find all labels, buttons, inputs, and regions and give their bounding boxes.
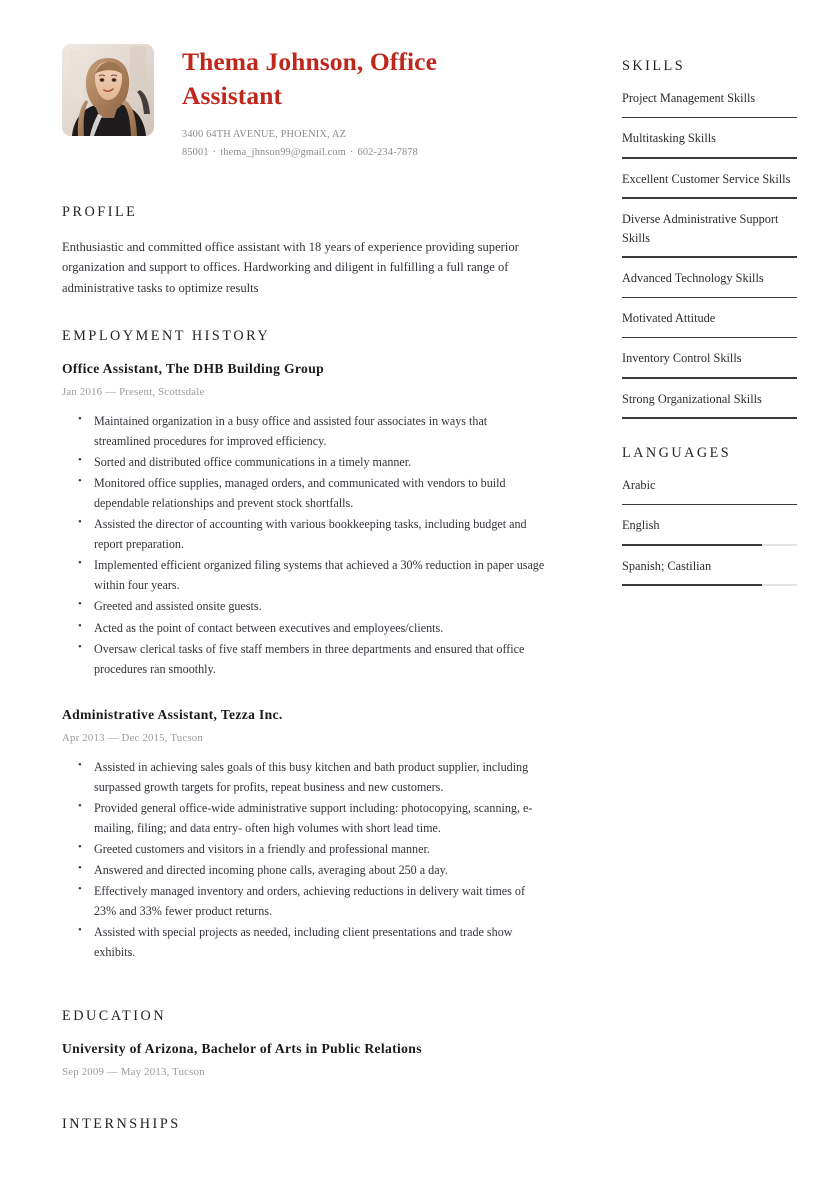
skill-label: Diverse Administrative Support Skills xyxy=(622,211,779,245)
skill-item xyxy=(622,210,797,258)
language-level-bar xyxy=(622,544,797,546)
job-bullet: • Greeted customers and visitors in a friendly and professional manner. xyxy=(94,839,546,859)
skill-level-bar xyxy=(622,417,797,419)
section-education xyxy=(62,1008,546,1078)
skill-item xyxy=(622,129,797,158)
education-title: University of Arizona, Bachelor of Arts in Public Relations xyxy=(62,1041,422,1057)
sidebar-heading-skills: SKILLS xyxy=(622,58,686,74)
language-item xyxy=(622,476,797,505)
contact-email[interactable]: thema_jhnson99@gmail.com xyxy=(220,147,346,159)
language-level-bar xyxy=(622,504,797,506)
section-heading-education: EDUCATION xyxy=(62,1008,167,1025)
skills-list xyxy=(622,89,797,419)
job-bullets xyxy=(62,411,546,679)
skill-item xyxy=(622,349,797,378)
skill-item xyxy=(622,89,797,118)
job-entry xyxy=(62,361,546,679)
skill-item xyxy=(622,309,797,338)
skill-label: Excellent Customer Service Skills xyxy=(622,171,791,186)
job-meta: Jan 2016 — Present, Scottsdale xyxy=(62,385,205,398)
job-bullet: • Greeted and assisted onsite guests. xyxy=(94,596,546,616)
sidebar-heading-languages: LANGUAGES xyxy=(622,444,732,461)
skill-label: Multitasking Skills xyxy=(622,131,716,146)
skill-label: Project Management Skills xyxy=(622,91,756,105)
section-heading-internships: INTERNSHIPS xyxy=(62,1116,181,1133)
skill-item xyxy=(622,390,797,419)
languages-list xyxy=(622,476,797,586)
job-bullet: • Oversaw clerical tasks of five staff members in three departments and ensured that office procedures ran smoothly. xyxy=(94,639,546,679)
job-bullets xyxy=(62,757,546,963)
employment-list xyxy=(62,361,546,962)
skill-level-bar xyxy=(622,297,797,299)
language-label: Spanish; Castilian xyxy=(622,558,712,573)
skill-level-bar xyxy=(622,377,797,379)
resume-header xyxy=(62,44,546,162)
skill-label: Inventory Control Skills xyxy=(622,351,742,366)
language-label: Arabic xyxy=(622,477,656,492)
language-level-bar xyxy=(622,584,797,586)
job-bullet: • Effectively managed inventory and orders, achieving reductions in delivery wait times of 23% and 33% fewer product returns. xyxy=(94,881,546,921)
section-employment xyxy=(62,328,546,962)
section-internships xyxy=(62,1116,546,1133)
header-text xyxy=(182,44,542,162)
contact-separator-2: · xyxy=(349,147,354,159)
job-bullet: • Assisted with special projects as needed, including client presentations and trade show exhibits. xyxy=(94,922,546,962)
job-bullet: • Monitored office supplies, managed orders, and communicated with vendors to build dependable relationships and prevent stock shortfalls. xyxy=(94,473,546,513)
job-title: Administrative Assistant, Tezza Inc. xyxy=(62,706,283,722)
education-meta: Sep 2009 — May 2013, Tucson xyxy=(62,1066,205,1079)
skill-level-bar xyxy=(622,117,797,119)
job-bullet: • Assisted in achieving sales goals of this busy kitchen and bath product supplier, including surpassed growth targets for profits, repeat business and new customers. xyxy=(94,757,546,797)
section-heading-profile: PROFILE xyxy=(62,203,138,220)
job-bullet: • Provided general office-wide administrative support including: photocopying, scanning, e-mailing, filing; and data entry- often high volumes with short lead time. xyxy=(94,798,546,838)
sidebar xyxy=(622,44,797,597)
skill-label: Advanced Technology Skills xyxy=(622,270,764,285)
skill-level-bar xyxy=(622,256,797,258)
main-column xyxy=(62,44,562,1163)
job-entry xyxy=(62,707,546,963)
skill-item xyxy=(622,269,797,298)
language-item xyxy=(622,516,797,545)
skill-label: Motivated Attitude xyxy=(622,311,716,326)
language-label: English xyxy=(622,518,660,533)
job-bullet: • Maintained organization in a busy office and assisted four associates in ways that streamlined procedures for improved efficiency. xyxy=(94,411,546,451)
job-title: Office Assistant, The DHB Building Group xyxy=(62,360,325,376)
skill-level-bar xyxy=(622,157,797,159)
page-title: Thema Johnson, Office Assistant xyxy=(182,47,437,110)
contact-separator-1: · xyxy=(212,147,217,159)
skill-level-bar xyxy=(622,197,797,199)
language-item xyxy=(622,557,797,586)
skill-level-bar xyxy=(622,337,797,339)
education-entry xyxy=(62,1041,546,1078)
contact-address: 3400 64TH AVENUE, PHOENIX, AZ 85001 xyxy=(182,129,347,159)
section-heading-employment: EMPLOYMENT HISTORY xyxy=(62,327,271,344)
profile-text: Enthusiastic and committed office assistant with 18 years of experience providing superior organization and support to offices. Hardworking and diligent in fulfilling a full range of administrative tasks to optimize results xyxy=(62,239,519,295)
job-meta: Apr 2013 — Dec 2015, Tucson xyxy=(62,731,203,744)
avatar xyxy=(62,44,154,136)
contact-line xyxy=(182,126,542,161)
job-bullet: • Assisted the director of accounting with various bookkeeping tasks, including budget and report preparation. xyxy=(94,514,546,554)
job-bullet: • Answered and directed incoming phone calls, averaging about 250 a day. xyxy=(94,860,546,880)
languages-group xyxy=(622,445,797,586)
job-bullet: • Acted as the point of contact between executives and employees/clients. xyxy=(94,618,546,638)
contact-phone[interactable]: 602-234-7878 xyxy=(357,147,419,159)
section-profile xyxy=(62,204,546,298)
job-bullet: • Implemented efficient organized filing systems that achieved a 30% reduction in paper usage within four years. xyxy=(94,555,546,595)
job-bullet: • Sorted and distributed office communications in a timely manner. xyxy=(94,452,546,472)
skill-item xyxy=(622,170,797,199)
skill-label: Strong Organizational Skills xyxy=(622,391,762,406)
